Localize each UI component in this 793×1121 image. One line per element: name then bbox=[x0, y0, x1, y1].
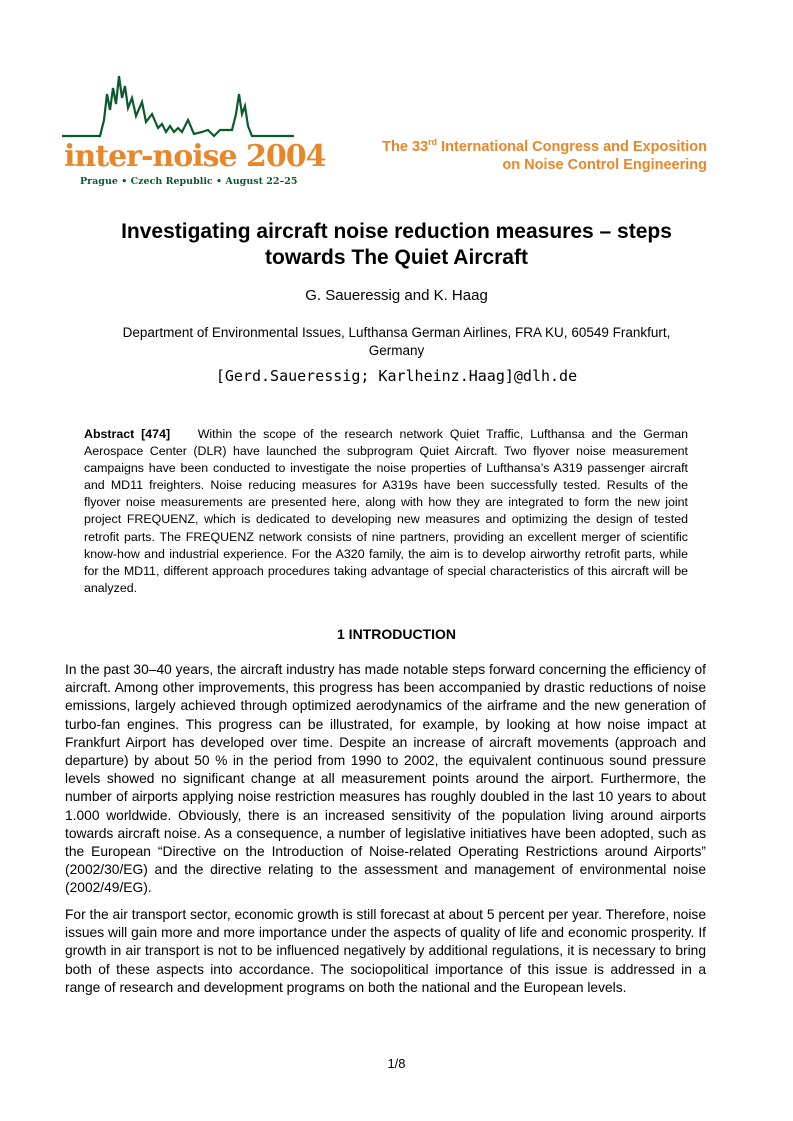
paper-title-line-1: Investigating aircraft noise reduction measures – steps bbox=[121, 220, 672, 243]
body-paragraph: For the air transport sector, economic growth is still forecast at about 5 percent per year. Therefore, noise issues will gain more and more importance under the aspects of quality of life and economic prosperity. If growth in air transport is not to be influenced negatively by additional regulations, it is necessary to bring both of these aspects into accordance. The sociopolitical importance of this issue is addressed in a range of research and development programs on both the national and the European levels. bbox=[65, 907, 706, 995]
prague-skyline-icon bbox=[62, 70, 294, 150]
paper-title bbox=[60, 219, 733, 271]
logo-subline: Prague • Czech Republic • August 22–25 bbox=[80, 176, 298, 187]
page-number: 1/8 bbox=[387, 1056, 406, 1071]
congress-prefix: The 33 bbox=[382, 139, 429, 155]
abstract-label: Abstract [474] bbox=[84, 427, 171, 441]
section-heading: 1 INTRODUCTION bbox=[337, 626, 456, 642]
affiliation bbox=[60, 324, 733, 360]
congress-suffix: International Congress and Exposition bbox=[437, 139, 707, 155]
congress-header bbox=[382, 138, 707, 174]
abstract-text: Within the scope of the research network Quiet Traffic, Lufthansa and the German Aerospace Center (DLR) have launched the subprogram Quiet Aircraft. Two flyover noise measurement campaigns have been conducted to investigate the noise properties of Lufthansa’s A319 passenger aircraft and MD11 freighters. Noise reducing measures for A319s have been successfully tested. Results of the flyover noise measurements are presented here, along with how they are integrated to form the new joint project FREQUENZ, which is dedicated to developing new measures and optimizing the design of tested retrofit parts. The FREQUENZ network consists of nine partners, providing an excellent merger of scientific know-how and industrial experience. For the A320 family, the aim is to develop airworthy retrofit parts, while for the MD11, different approach procedures taking advantage of special characteristics of this aircraft will be analyzed. bbox=[84, 427, 688, 595]
authors: G. Saueressig and K. Haag bbox=[305, 287, 488, 304]
congress-line-2: on Noise Control Engineering bbox=[502, 157, 707, 173]
congress-ordinal-suffix: rd bbox=[428, 137, 438, 147]
abstract bbox=[84, 426, 688, 597]
affiliation-line-1: Department of Environmental Issues, Lufthansa German Airlines, FRA KU, 60549 Frankfurt, bbox=[122, 325, 671, 340]
logo-wordmark: inter-noise 2004 bbox=[64, 139, 326, 174]
body-paragraph: In the past 30–40 years, the aircraft industry has made notable steps forward concerning the efficiency of aircraft. Among other improvements, this progress has been accompanied by drastic reductions of noise emissions, largely achieved through optimized aerodynamics of the airframe and the new generation of turbo-fan engines. This progress can be illustrated, for example, by looking at how noise impact at Frankfurt Airport has developed over time. Despite an increase of aircraft movements (approach and departure) by about 50 % in the period from 1990 to 2002, the equivalent continuous sound pressure levels showed no significant change at all measurement points around the airport. Furthermore, the number of airports applying noise restriction measures has roughly doubled in the last 10 years to about 1.000 worldwide. Obviously, there is an increased sensitivity of the population living around airports towards aircraft noise. As a consequence, a number of legislative initiatives have been adopted, such as the European “Directive on the Introduction of Noise-related Operating Restrictions around Airports” (2002/30/EG) and the directive relating to the assessment and management of environmental noise (2002/49/EG). bbox=[65, 662, 706, 896]
paper-title-line-2: towards The Quiet Aircraft bbox=[265, 246, 528, 269]
congress-line-1 bbox=[382, 138, 707, 156]
affiliation-line-2: Germany bbox=[368, 343, 425, 358]
conference-logo bbox=[62, 70, 326, 192]
author-email: [Gerd.Saueressig; Karlheinz.Haag]@dlh.de bbox=[215, 367, 578, 385]
